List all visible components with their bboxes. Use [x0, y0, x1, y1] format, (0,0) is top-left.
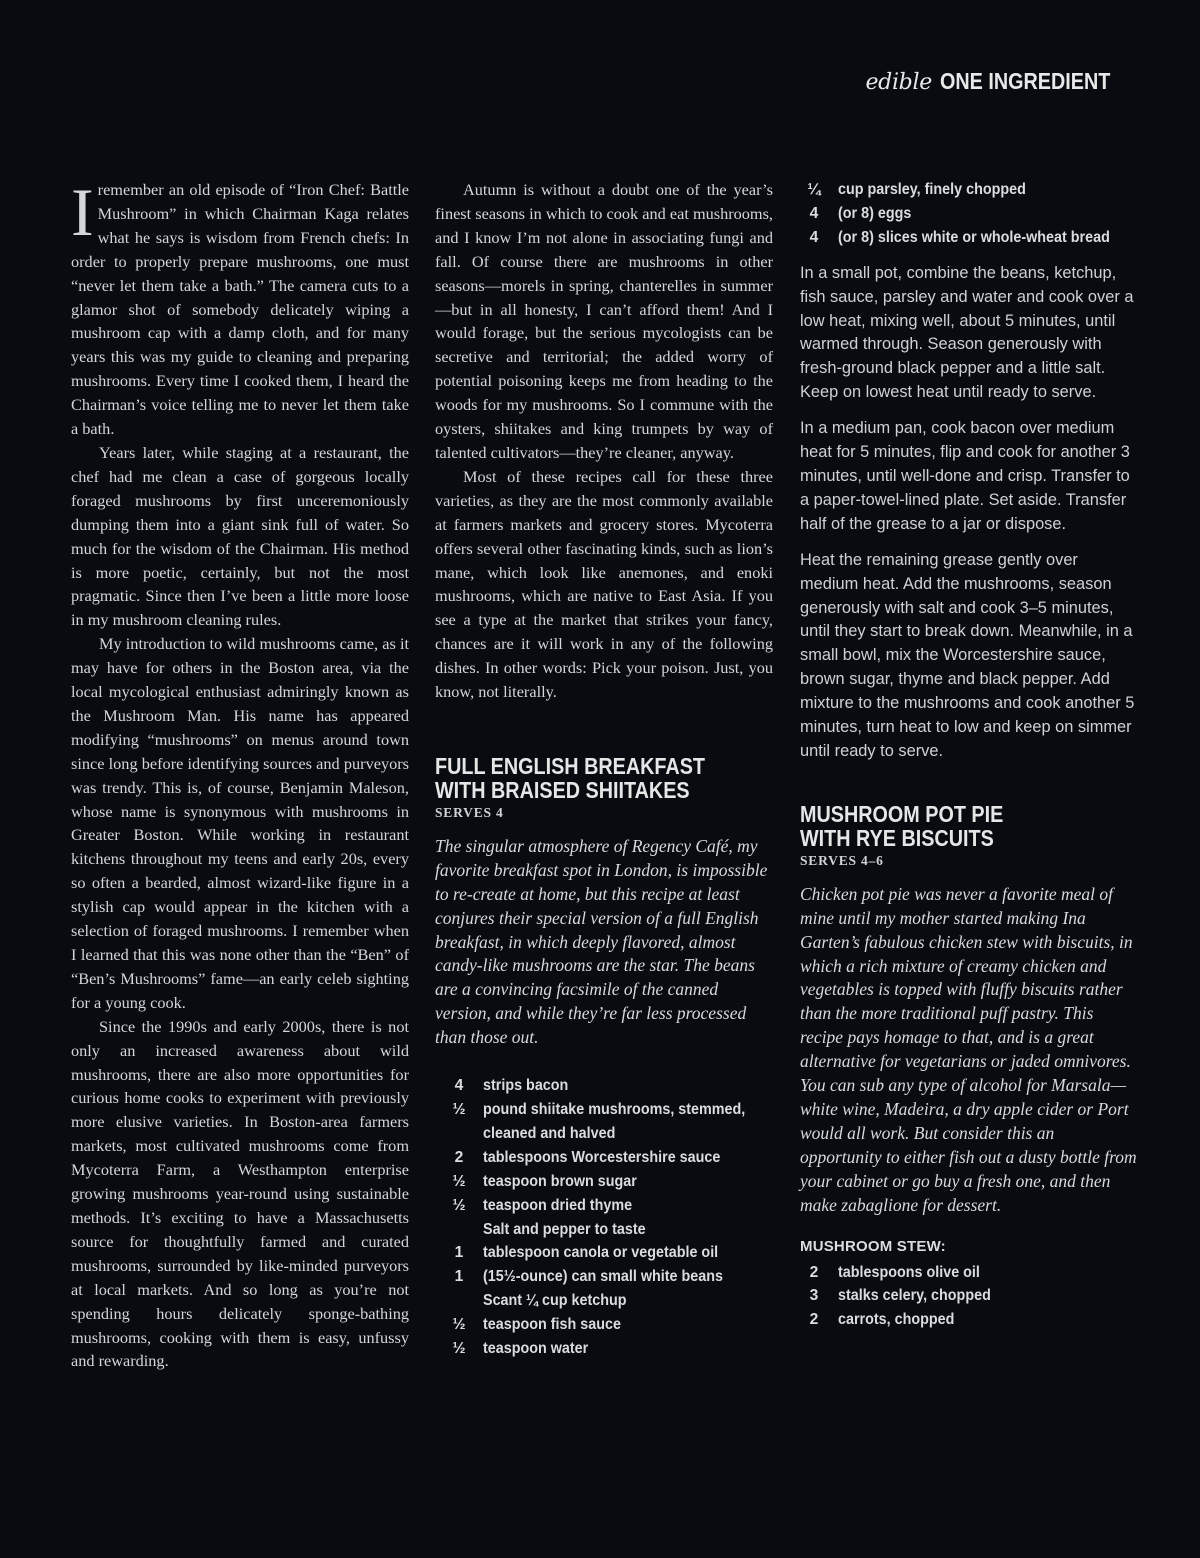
ingredient-list: [790, 1261, 1138, 1333]
recipe-intro: The singular atmosphere of Regency Café, my favorite breakfast spot in London, is impossible to re-create at home, but this recipe at least conjures their special version of a full English breakfast, in which deeply flavored, almost candy-like mushrooms are the star. The beans are a convincing facsimile of the canned version, and while they’re far less processed than those out.: [435, 835, 768, 1048]
ingredient: [435, 1146, 773, 1170]
ingredient: [790, 178, 1138, 202]
ingredient-text: pound shiitake mushrooms, stemmed,: [483, 1101, 746, 1118]
paragraph: Years later, while staging at a restaurant, the chef had me clean a case of gorgeous locally foraged mushrooms by first unceremoniously dumping them into a giant sink full of water. So much for the wisdom of the Chairman. His method is more poetic, certainly, but not the most pragmatic. Since then I’ve been a little more loose in my mushroom cleaning rules.: [71, 442, 409, 630]
ingredient-list: [435, 1074, 773, 1361]
paragraph: Most of these recipes call for these three varieties, as they are the most commonly available at farmers markets and grocery stores. Mycoterra offers several other fascinating kinds, such as lion’s mane, which look like anemones, and enoki mushrooms, which are native to East Asia. If you see a type at the market that strikes your fancy, chances are it will work in any of the following dishes. In other words: Pick your poison. Just, you know, not literally.: [435, 466, 773, 702]
ingredient-qty: ½: [452, 1340, 466, 1358]
recipe-title: FULL ENGLISH BREAKFAST WITH BRAISED SHIITAKES: [435, 752, 705, 803]
ingredient: [435, 1218, 773, 1242]
ingredient-list: [790, 178, 1138, 250]
ingredient: [435, 1170, 773, 1194]
ingredient-text: cup parsley, finely chopped: [838, 181, 1026, 198]
ingredient-qty: 3: [809, 1287, 819, 1305]
ingredient: [435, 1313, 773, 1337]
article-column-3: [800, 178, 1138, 1332]
ingredient-text: teaspoon water: [483, 1340, 589, 1358]
ingredient-text: teaspoon dried thyme: [483, 1196, 633, 1214]
paragraph-text: remember an old episode of “Iron Chef: Battle Mushroom” in which Chairman Kaga relates what he says is wisdom from French chefs: In order to properly prepare mushrooms, one must “never let them take a bath.” The camera cuts to a glamor shot of somebody delicately wiping a mushroom cap with a damp cloth, and for many years this was my guide to cleaning and preparing mushrooms. Every time I cooked them, I heard the Chairman’s voice telling me to never let them take a bath.: [71, 180, 409, 439]
recipe-step: In a medium pan, cook bacon over medium heat for 5 minutes, flip and cook for another 3 minutes, until well-done and crisp. Transfer to a paper-towel-lined plate. Set aside. Transfer half of the grease to a jar or dispose.: [800, 419, 1130, 533]
ingredient-qty: 1: [454, 1268, 464, 1286]
recipe-intro: Chicken pot pie was never a favorite meal of mine until my mother started making Ina Garten’s fabulous chicken stew with biscuits, in which a rich mixture of creamy chicken and vegetables is topped with fluffy biscuits rather than the more traditional puff pastry. This recipe pays homage to that, and is a great alternative for vegetarians or jaded omnivores. You can sub any type of alcohol for Marsala—white wine, Madeira, a dry apple cider or Port would all work. But consider this an opportunity to either fish out a dusty bottle from your cabinet or go buy a fresh one, and then make zabaglione for dessert.: [800, 883, 1137, 1215]
drop-cap: I: [71, 174, 94, 250]
article-column-1: [71, 174, 409, 1373]
ingredient-qty: [435, 1289, 483, 1313]
ingredient-text: (or 8) eggs: [838, 204, 912, 222]
recipe-step: In a small pot, combine the beans, ketchup, fish sauce, parsley and water and cook over a low heat, mixing well, about 5 minutes, until warmed through. Season generously with fresh-ground black pepper and a little salt. Keep on lowest heat until ready to serve.: [800, 263, 1134, 402]
ingredient-text: Salt and pepper to taste: [483, 1220, 646, 1238]
ingredient-qty: ½: [452, 1196, 466, 1214]
ingredient-qty: ¼: [807, 181, 821, 198]
ingredient-qty: 4: [809, 204, 819, 222]
ingredient-qty: 4: [454, 1077, 464, 1095]
ingredient: [790, 1284, 1138, 1308]
ingredient-qty: 1: [454, 1244, 464, 1262]
ingredient-qty: 2: [809, 1311, 819, 1329]
ingredient: [790, 1308, 1138, 1332]
ingredient: [435, 1337, 773, 1361]
ingredient-text: strips bacon: [483, 1077, 569, 1095]
recipe-serves: SERVES 4: [435, 804, 504, 820]
ingredient-text: tablespoons Worcestershire sauce: [483, 1148, 721, 1166]
paragraph: [71, 174, 409, 441]
recipe-step: Heat the remaining grease gently over medium heat. Add the mushrooms, season generously with salt and cook 3–5 minutes, until they start to break down. Meanwhile, in a small bowl, mix the Worcestershire sauce, brown sugar, thyme and black pepper. Add mixture to the mushrooms and cook another 5 minutes, turn heat to low and keep on simmer until ready to serve.: [800, 550, 1135, 760]
ingredient: [435, 1194, 773, 1218]
article-column-2: [435, 178, 773, 1361]
ingredient-text: cleaned and halved: [483, 1124, 616, 1142]
ingredient: [435, 1289, 773, 1313]
ingredient: [790, 226, 1138, 250]
ingredient-qty: ½: [452, 1316, 466, 1334]
ingredient-text: tablespoon canola or vegetable oil: [483, 1244, 719, 1262]
ingredient-text: carrots, chopped: [838, 1311, 955, 1329]
ingredient: [790, 1261, 1138, 1285]
recipe-steps: [800, 262, 1138, 764]
ingredient-qty: 2: [454, 1148, 464, 1166]
ingredient-text: teaspoon fish sauce: [483, 1316, 621, 1334]
recipe-subhead: MUSHROOM STEW:: [800, 1237, 946, 1255]
ingredient: [790, 202, 1138, 226]
paragraph: Autumn is without a doubt one of the year’s finest seasons in which to cook and eat mushrooms, and I know I’m not alone in associating fungi and fall. Of course there are mushrooms in other seasons—morels in spring, chanterelles in summer—but in all honesty, I can’t afford them! And I would forage, but the serious mycologists can be secretive and territorial; the added worry of potential poisoning keeps me from heading to the woods for my mushrooms. So I commune with the oysters, shiitakes and king trumpets by way of talented cultivators—they’re cleaner, anyway.: [435, 180, 773, 462]
ingredient-qty: ½: [452, 1172, 466, 1190]
magazine-name: edible: [865, 70, 932, 95]
ingredient: [435, 1098, 773, 1122]
ingredient-text: (15½-ounce) can small white beans: [483, 1268, 723, 1286]
recipe-serves: SERVES 4–6: [800, 852, 884, 868]
ingredient-text: Scant ¼ cup ketchup: [483, 1292, 627, 1310]
section-title: ONE INGREDIENT: [939, 68, 1111, 94]
recipe-title: MUSHROOM POT PIE WITH RYE BISCUITS: [800, 800, 1004, 851]
ingredient-qty: [435, 1218, 483, 1242]
article-text: [435, 178, 773, 704]
ingredient-text: (or 8) slices white or whole-wheat bread: [838, 228, 1110, 246]
paragraph: My introduction to wild mushrooms came, as it may have for others in the Boston area, via the local mycological enthusiast admiringly known as the Mushroom Man. His name has appeared modifying “mushrooms” on menus around town since long before identifying sources and purveyors was trendy. This is, of course, Benjamin Maleson, whose name is synonymous with mushrooms in Greater Boston. While working in restaurant kitchens throughout my teens and early 20s, every so often a bearded, almost wizard-like figure in a stylish cap would appear in the kitchen with a selection of foraged mushrooms. I remember when I learned that this was none other than the “Ben” of “Ben’s Mushrooms” fame—an early celeb sighting for a young cook.: [71, 634, 409, 1012]
ingredient-qty: 4: [809, 228, 819, 246]
ingredient: [435, 1265, 773, 1289]
page-header: [865, 68, 1138, 95]
ingredient: [435, 1122, 773, 1146]
ingredient-text: tablespoons olive oil: [838, 1263, 980, 1281]
ingredient: [435, 1241, 773, 1265]
ingredient-qty: 2: [809, 1263, 819, 1281]
ingredient-text: teaspoon brown sugar: [483, 1172, 637, 1190]
ingredient-text: stalks celery, chopped: [838, 1287, 991, 1305]
ingredient-qty: [435, 1122, 483, 1146]
ingredient: [435, 1074, 773, 1098]
paragraph: Since the 1990s and early 2000s, there is not only an increased awareness about wild mushrooms, there are also more opportunities for curious home cooks to experiment with previously more elusive varieties. In Boston-area farmers markets, most cultivated mushrooms come from Mycoterra Farm, a Westhampton enterprise growing mushrooms year-round using sustainable methods. It’s exciting to have a Massachusetts source for thoughtfully farmed and curated mushrooms, surrounded by like-minded purveyors at local markets. And so long as you’re not spending hours delicately sponge-bathing mushrooms, cooking with them is easy, unfussy and rewarding.: [71, 1016, 409, 1371]
ingredient-qty: ½: [452, 1101, 466, 1118]
